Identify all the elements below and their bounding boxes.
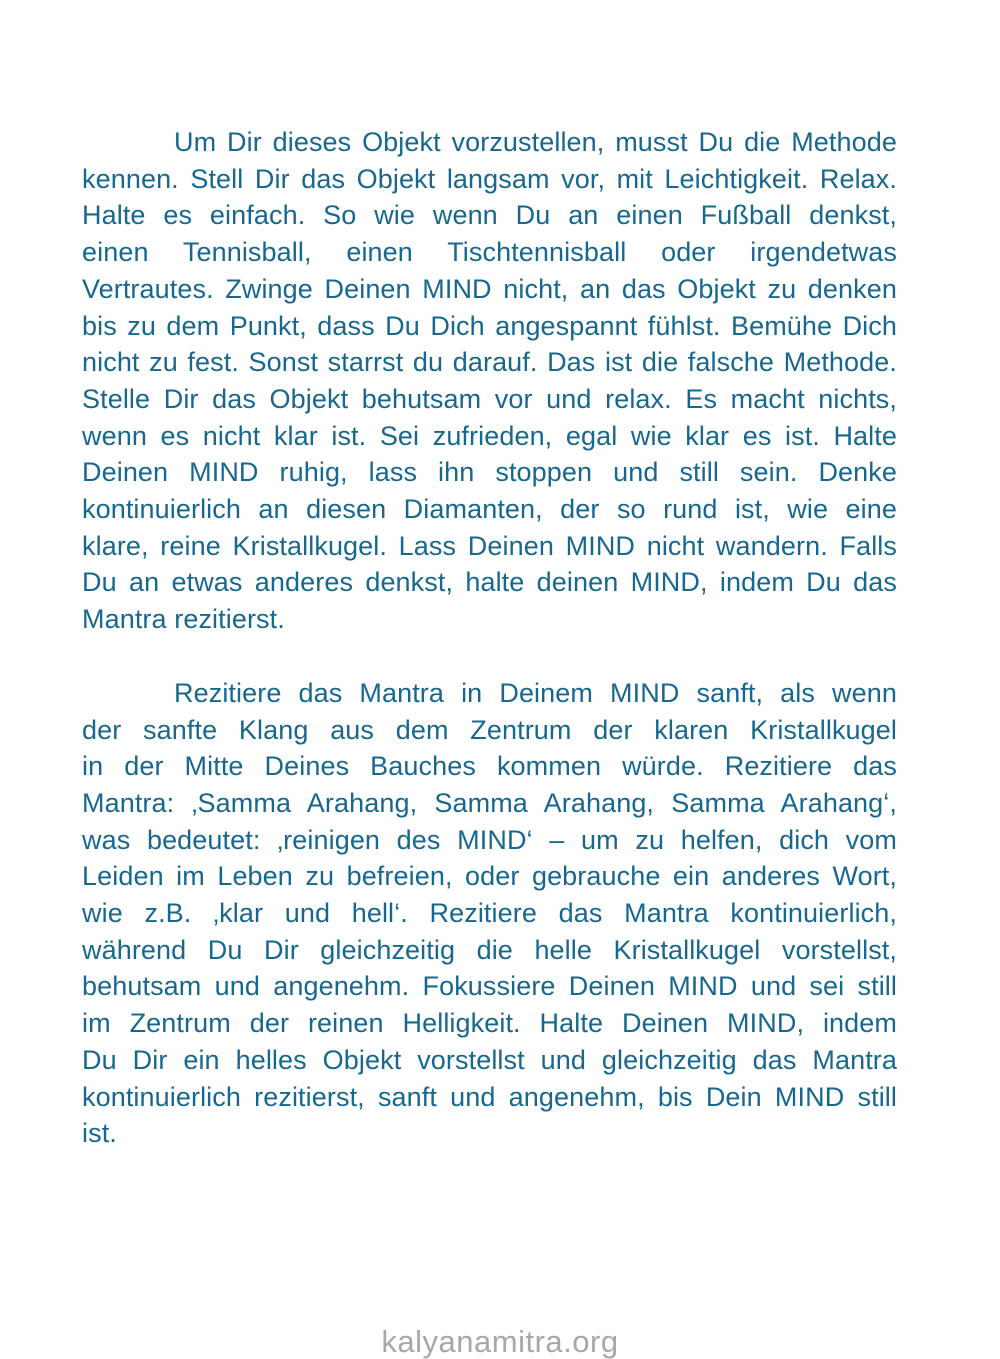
text-line: Leiden im Leben zu befreien, oder gebrauche ein anderes Wort,: [82, 861, 897, 892]
text-line: während Du Dir gleichzeitig die helle Kristallkugel vorstellst,: [82, 934, 897, 965]
text-line: Vertrautes. Zwinge Deinen MIND nicht, an das Objekt zu denken: [82, 273, 897, 304]
text-line: ist.: [82, 1118, 117, 1149]
text-line: Mantra: ‚Samma Arahang, Samma Arahang, Samma Arahang‘,: [82, 787, 897, 818]
text-line: im Zentrum der reinen Helligkeit. Halte Deinen MIND, indem: [82, 1008, 897, 1039]
text-line: kontinuierlich rezitierst, sanft und angenehm, bis Dein MIND still: [82, 1081, 897, 1112]
text-line: kontinuierlich an diesen Diamanten, der so rund ist, wie eine: [82, 494, 897, 525]
paragraph-2: [82, 675, 897, 1152]
text-line: nicht zu fest. Sonst starrst du darauf. Das ist die falsche Methode.: [82, 347, 897, 378]
text-line: Stelle Dir das Objekt behutsam vor und relax. Es macht nichts,: [82, 383, 897, 414]
text-line: einen Tennisball, einen Tischtennisball oder irgendetwas: [82, 237, 897, 268]
text-line: Halte es einfach. So wie wenn Du an einen Fußball denkst,: [82, 200, 897, 231]
text-line: Deinen MIND ruhig, lass ihn stoppen und still sein. Denke: [82, 457, 897, 488]
text-line: wie z.B. ‚klar und hell‘. Rezitiere das Mantra kontinuierlich,: [82, 898, 897, 929]
text-line: kennen. Stell Dir das Objekt langsam vor, mit Leichtigkeit. Relax.: [82, 163, 897, 194]
text-line: Mantra rezitierst.: [82, 604, 285, 635]
text-line: behutsam und angenehm. Fokussiere Deinen MIND und sei still: [82, 971, 897, 1002]
text-line: Um Dir dieses Objekt vorzustellen, musst Du die Methode: [174, 127, 897, 157]
text-line: Du Dir ein helles Objekt vorstellst und gleichzeitig das Mantra: [82, 1044, 897, 1075]
text-line: Du an etwas anderes denkst, halte deinen MIND, indem Du das: [82, 567, 897, 598]
text-line: bis zu dem Punkt, dass Du Dich angespannt fühlst. Bemühe Dich: [82, 310, 897, 341]
text-line: klare, reine Kristallkugel. Lass Deinen MIND nicht wandern. Falls: [82, 530, 897, 561]
text-line: was bedeutet: ‚reinigen des MIND‘ – um zu helfen, dich vom: [82, 824, 897, 855]
text-line: in der Mitte Deines Bauches kommen würde. Rezitiere das: [82, 751, 897, 782]
footer-url: kalyanamitra.org: [381, 1324, 619, 1359]
text-line: wenn es nicht klar ist. Sei zufrieden, egal wie klar es ist. Halte: [82, 420, 897, 451]
text-line: der sanfte Klang aus dem Zentrum der klaren Kristallkugel: [82, 714, 897, 745]
text-line: Rezitiere das Mantra in Deinem MIND sanft, als wenn: [174, 677, 897, 708]
text-column: [82, 124, 897, 1152]
paragraph-1: [82, 124, 897, 638]
